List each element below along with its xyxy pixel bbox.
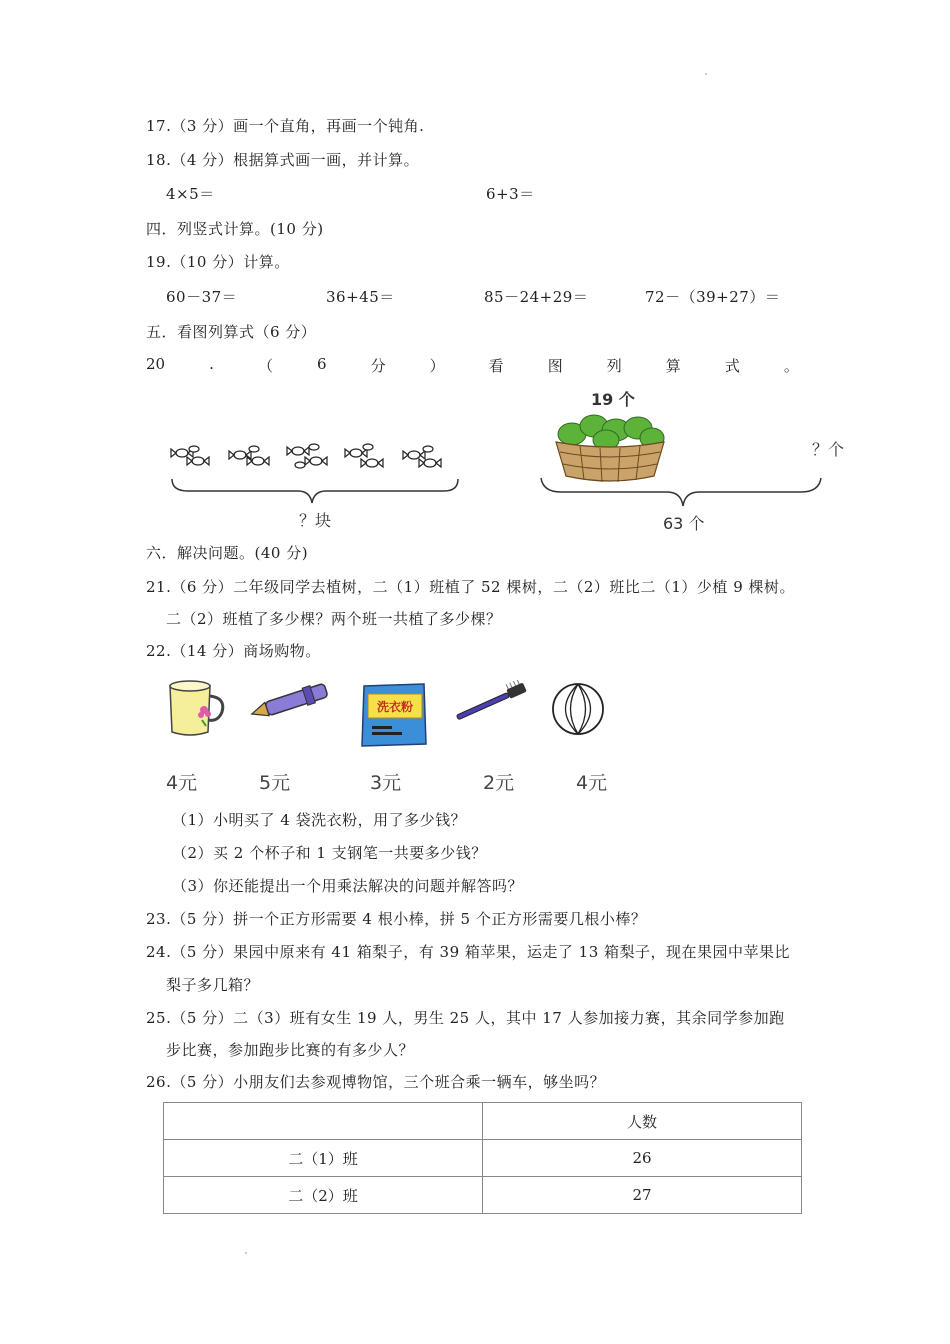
ball-icon	[549, 680, 607, 738]
q19-expr-3: 85－24+29＝	[484, 288, 589, 306]
q22-sub-1: （1）小明买了 4 袋洗衣粉，用了多少钱？	[172, 811, 467, 829]
table-cell-count: 27	[483, 1177, 802, 1214]
scan-speck	[705, 73, 707, 75]
q20-char: 。	[783, 357, 799, 375]
pen-icon	[244, 680, 340, 724]
q19-expr-2: 36+45＝	[326, 288, 395, 306]
candy-group-icon	[229, 446, 269, 465]
total-count-label: 63 个	[663, 514, 705, 533]
question-21-line1: 21.（6 分）二年级同学去植树，二（1）班植了 52 棵树，二（2）班比二（1）少植 9 棵树。	[146, 578, 796, 596]
q20-char: 算	[665, 357, 681, 375]
question-25-line1: 25.（5 分）二（3）班有女生 19 人，男生 25 人，其中 17 人参加接力赛，其余同学参加跑	[146, 1009, 785, 1027]
table-row	[164, 1140, 802, 1177]
toothbrush-price: 2元	[483, 772, 515, 794]
candy-group-icon	[345, 444, 383, 467]
class-count-table	[163, 1102, 802, 1214]
question-20	[146, 355, 799, 376]
q20-char: 6	[316, 355, 327, 373]
cup-icon	[164, 678, 228, 740]
scan-speck	[245, 1252, 247, 1254]
q18-expr-2: 6+3＝	[486, 185, 535, 203]
question-26: 26.（5 分）小朋友们去参观博物馆，三个班合乘一辆车，够坐吗？	[146, 1073, 606, 1091]
q19-expr-1: 60－37＝	[166, 288, 238, 306]
section-4-heading: 四．列竖式计算。(10 分)	[146, 220, 324, 238]
table-row	[164, 1177, 802, 1214]
cup-price: 4元	[166, 772, 198, 794]
basket-count-label: 19 个	[591, 390, 635, 409]
q22-sub-3: （3）你还能提出一个用乘法解决的问题并解答吗？	[172, 877, 524, 895]
detergent-label: 洗衣粉	[376, 700, 414, 714]
candy-group-icon	[171, 446, 209, 465]
candy-total-label: ？块	[299, 511, 332, 530]
question-18: 18.（4 分）根据算式画一画，并计算。	[146, 151, 420, 169]
question-19: 19.（10 分）计算。	[146, 253, 290, 271]
candy-group-icon	[403, 446, 441, 467]
q20-char: 看	[488, 357, 504, 375]
question-17: 17.（3 分）画一个直角，再画一个钝角.	[146, 117, 425, 135]
section-6-heading: 六．解决问题。(40 分)	[146, 544, 309, 562]
ball-price: 4元	[576, 772, 608, 794]
pen-price: 5元	[259, 772, 291, 794]
unknown-count-label: ？个	[812, 440, 845, 459]
toothbrush-icon	[448, 680, 534, 724]
q20-char: 图	[547, 357, 563, 375]
q20-char: 分	[370, 357, 386, 375]
q20-char: ）	[429, 357, 445, 375]
section-5-heading: 五．看图列算式（6 分）	[146, 323, 317, 341]
q18-expr-1: 4×5＝	[166, 185, 215, 203]
table-cell-class: 二（2）班	[164, 1177, 483, 1214]
brace-icon	[535, 472, 827, 512]
q20-char: （	[257, 357, 273, 375]
table-header-cell: 人数	[483, 1103, 802, 1140]
question-25-line2: 步比赛，参加跑步比赛的有多少人？	[166, 1041, 415, 1059]
q20-char: 列	[606, 357, 622, 375]
question-21-line2: 二（2）班植了多少棵？两个班一共植了多少棵？	[166, 610, 502, 628]
question-24-line1: 24.（5 分）果园中原来有 41 箱梨子，有 39 箱苹果，运走了 13 箱梨子，现在果园中苹果比	[146, 943, 791, 961]
candy-group-icon	[287, 444, 327, 468]
q19-expr-4: 72－（39+27）＝	[645, 288, 781, 306]
question-24-line2: 梨子多几箱？	[166, 976, 260, 994]
brace-icon	[172, 479, 458, 503]
question-23: 23.（5 分）拼一个正方形需要 4 根小棒，拼 5 个正方形需要几根小棒？	[146, 910, 647, 928]
table-header-row	[164, 1103, 802, 1140]
q22-sub-2: （2）买 2 个杯子和 1 支钢笔一共要多少钱？	[172, 844, 487, 862]
q20-char: 20	[146, 355, 166, 373]
q20-char: 式	[724, 357, 740, 375]
detergent-price: 3元	[370, 772, 402, 794]
detergent-bag-icon	[358, 680, 430, 750]
question-22: 22.（14 分）商场购物。	[146, 642, 321, 660]
table-cell-class: 二（1）班	[164, 1140, 483, 1177]
table-cell-count: 26	[483, 1140, 802, 1177]
q20-char: .	[209, 355, 214, 373]
table-header-cell	[164, 1103, 483, 1140]
